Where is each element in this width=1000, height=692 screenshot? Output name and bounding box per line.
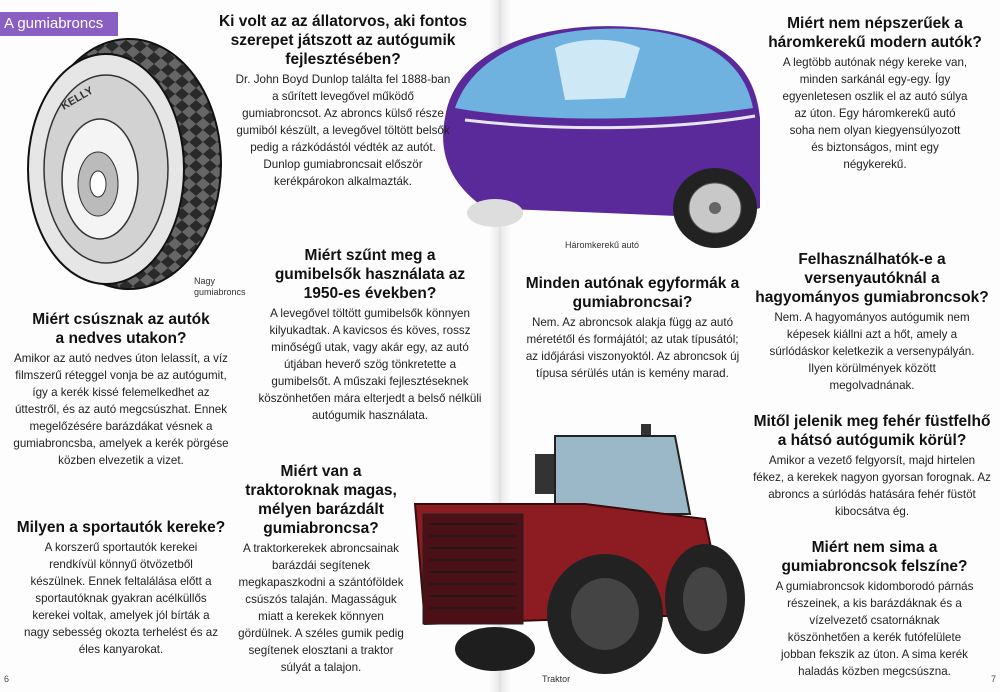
page-number-left: 6 <box>4 674 10 684</box>
block-sports-title: Milyen a sportautók kereke? <box>16 519 226 536</box>
block-same <box>525 274 740 382</box>
block-smooth-title: Miért nem sima a gumiabroncsok felszíne? <box>781 539 968 575</box>
block-wet-title: Miért csúsznak az autók a nedves utakon? <box>32 311 210 347</box>
block-sports-body: A korszerű sportautók kerekei rendkívül könnyű ötvözetből készülnek. Ennek feltalálása előtt a sportautóknak gyakran acélküllős kerekei voltak, amelyek jól bírták a nagy sebesség okozta terhelést és az éles kanyarokat. <box>24 541 218 656</box>
block-tractor-title: Miért van a traktoroknak magas, mélyen barázdált gumiabroncsa? <box>245 463 397 537</box>
block-wet-body: Amikor az autó nedves úton lelassít, a víz filmszerű réteggel vonja be az autógumit, így a kerék kissé felemelkedhet az úttestről, és az autó megcsúszhat. Ennek megelőzésére barázdákat vésnek a gumiabroncsba, amelyek a kerék pörgése közben elvezetik a vizet. <box>13 352 229 467</box>
block-wet <box>12 310 230 469</box>
block-smooth-body: A gumiabroncsok kidomborodó párnás részeinek, a kis barázdáknak és a vízelvezető csatornáknak köszönhetően a kerék futófelülete jobban fekszik az úton. A sima kerék haladás közben megcsúszna. <box>775 580 974 678</box>
block-racing <box>752 250 992 394</box>
block-racing-title: Felhasználhatók-e a versenyautóknál a hagyományos gumiabroncsok? <box>755 251 989 306</box>
tire-brand: KELLY <box>59 84 96 113</box>
tractor-caption: Traktor <box>542 674 571 684</box>
page-number-right: 7 <box>990 674 996 684</box>
section-tag: A gumiabroncs <box>0 12 118 36</box>
block-vet <box>218 12 468 190</box>
block-same-title: Minden autónak egyformák a gumiabroncsai? <box>525 275 740 311</box>
block-sports <box>12 518 230 658</box>
block-innertube <box>255 246 485 424</box>
block-vet-body: Dr. John Boyd Dunlop találta fel 1888-ban a sűrített levegővel működő gumiabroncsot. Az abroncs külső része gumiból készült, a levegővel töltött belsők pedig a rázkódástól védték az autót. Dunlop gumiabroncsait először kerékpárokon alkalmazták. <box>235 73 451 188</box>
block-smoke-body: Amikor a vezető felgyorsít, majd hirtelen fékez, a kerekek nagyon gyorsan forognak. Az abroncs a súrlódás hatására fehér füstöt kibocsátva ég. <box>753 454 991 518</box>
tractor-illustration <box>405 424 760 678</box>
block-vet-title: Ki volt az az állatorvos, aki fontos szerepet játszott az autógumik fejlesztésében? <box>218 13 468 68</box>
block-innertube-title: Miért szűnt meg a gumibelsők használata az 1950-es években? <box>274 247 466 302</box>
block-innertube-body: A levegővel töltött gumibelsők könnyen kilyukadtak. A kavicsos és köves, rossz minőségű utak, vagy akár egy, az autó útjában heverő szög tönkretette a gumibelsőt. A műszaki fejlesztéseknek köszönhetően mára elterjedt a belső nélküli autógumik használata. <box>258 307 482 422</box>
block-three <box>760 14 990 173</box>
three-wheel-car-illustration <box>425 8 770 248</box>
block-smooth <box>762 538 987 680</box>
car-caption: Háromkerekű autó <box>565 240 640 250</box>
block-racing-body: Nem. A hagyományos autógumik nem képesek kiállni azt a hőt, amely a súrlódáskor keletkezik a versenypályán. Ilyen körülmények között megolvadnának. <box>769 311 975 392</box>
block-three-title: Miért nem népszerűek a háromkerekű modern autók? <box>768 15 982 51</box>
block-tractor-body: A traktorkerekek abroncsainak barázdái segítenek megkapaszkodni a szántóföldek csúszós talaján. Magasságuk miatt a kerekek könnyen gördülnek. A széles gumik pedig segítenek elosztani a traktor súlyát a talajon. <box>238 542 404 674</box>
block-same-body: Nem. Az abroncsok alakja függ az autó méretétől és formájától; az utak típusától; az időjárási viszonyoktól. Az abroncsok új típusa sérülés után is kemény marad. <box>525 316 740 380</box>
tire-illustration <box>14 34 224 294</box>
block-smoke-title: Mitől jelenik meg fehér füstfelhő a hátsó autógumik körül? <box>753 413 991 449</box>
block-tractor <box>236 462 406 676</box>
block-three-body: A legtöbb autónak négy kereke van, minden sarkánál egy-egy. Így egyenletesen oszlik el az autó súlya az úton. Egy háromkerekű autó soha nem olyan kiegyensúlyozott és biztonságos, mint egy négykerekű. <box>782 56 968 171</box>
block-smoke <box>752 412 992 520</box>
tire-caption: Nagy gumiabroncs <box>194 276 246 297</box>
